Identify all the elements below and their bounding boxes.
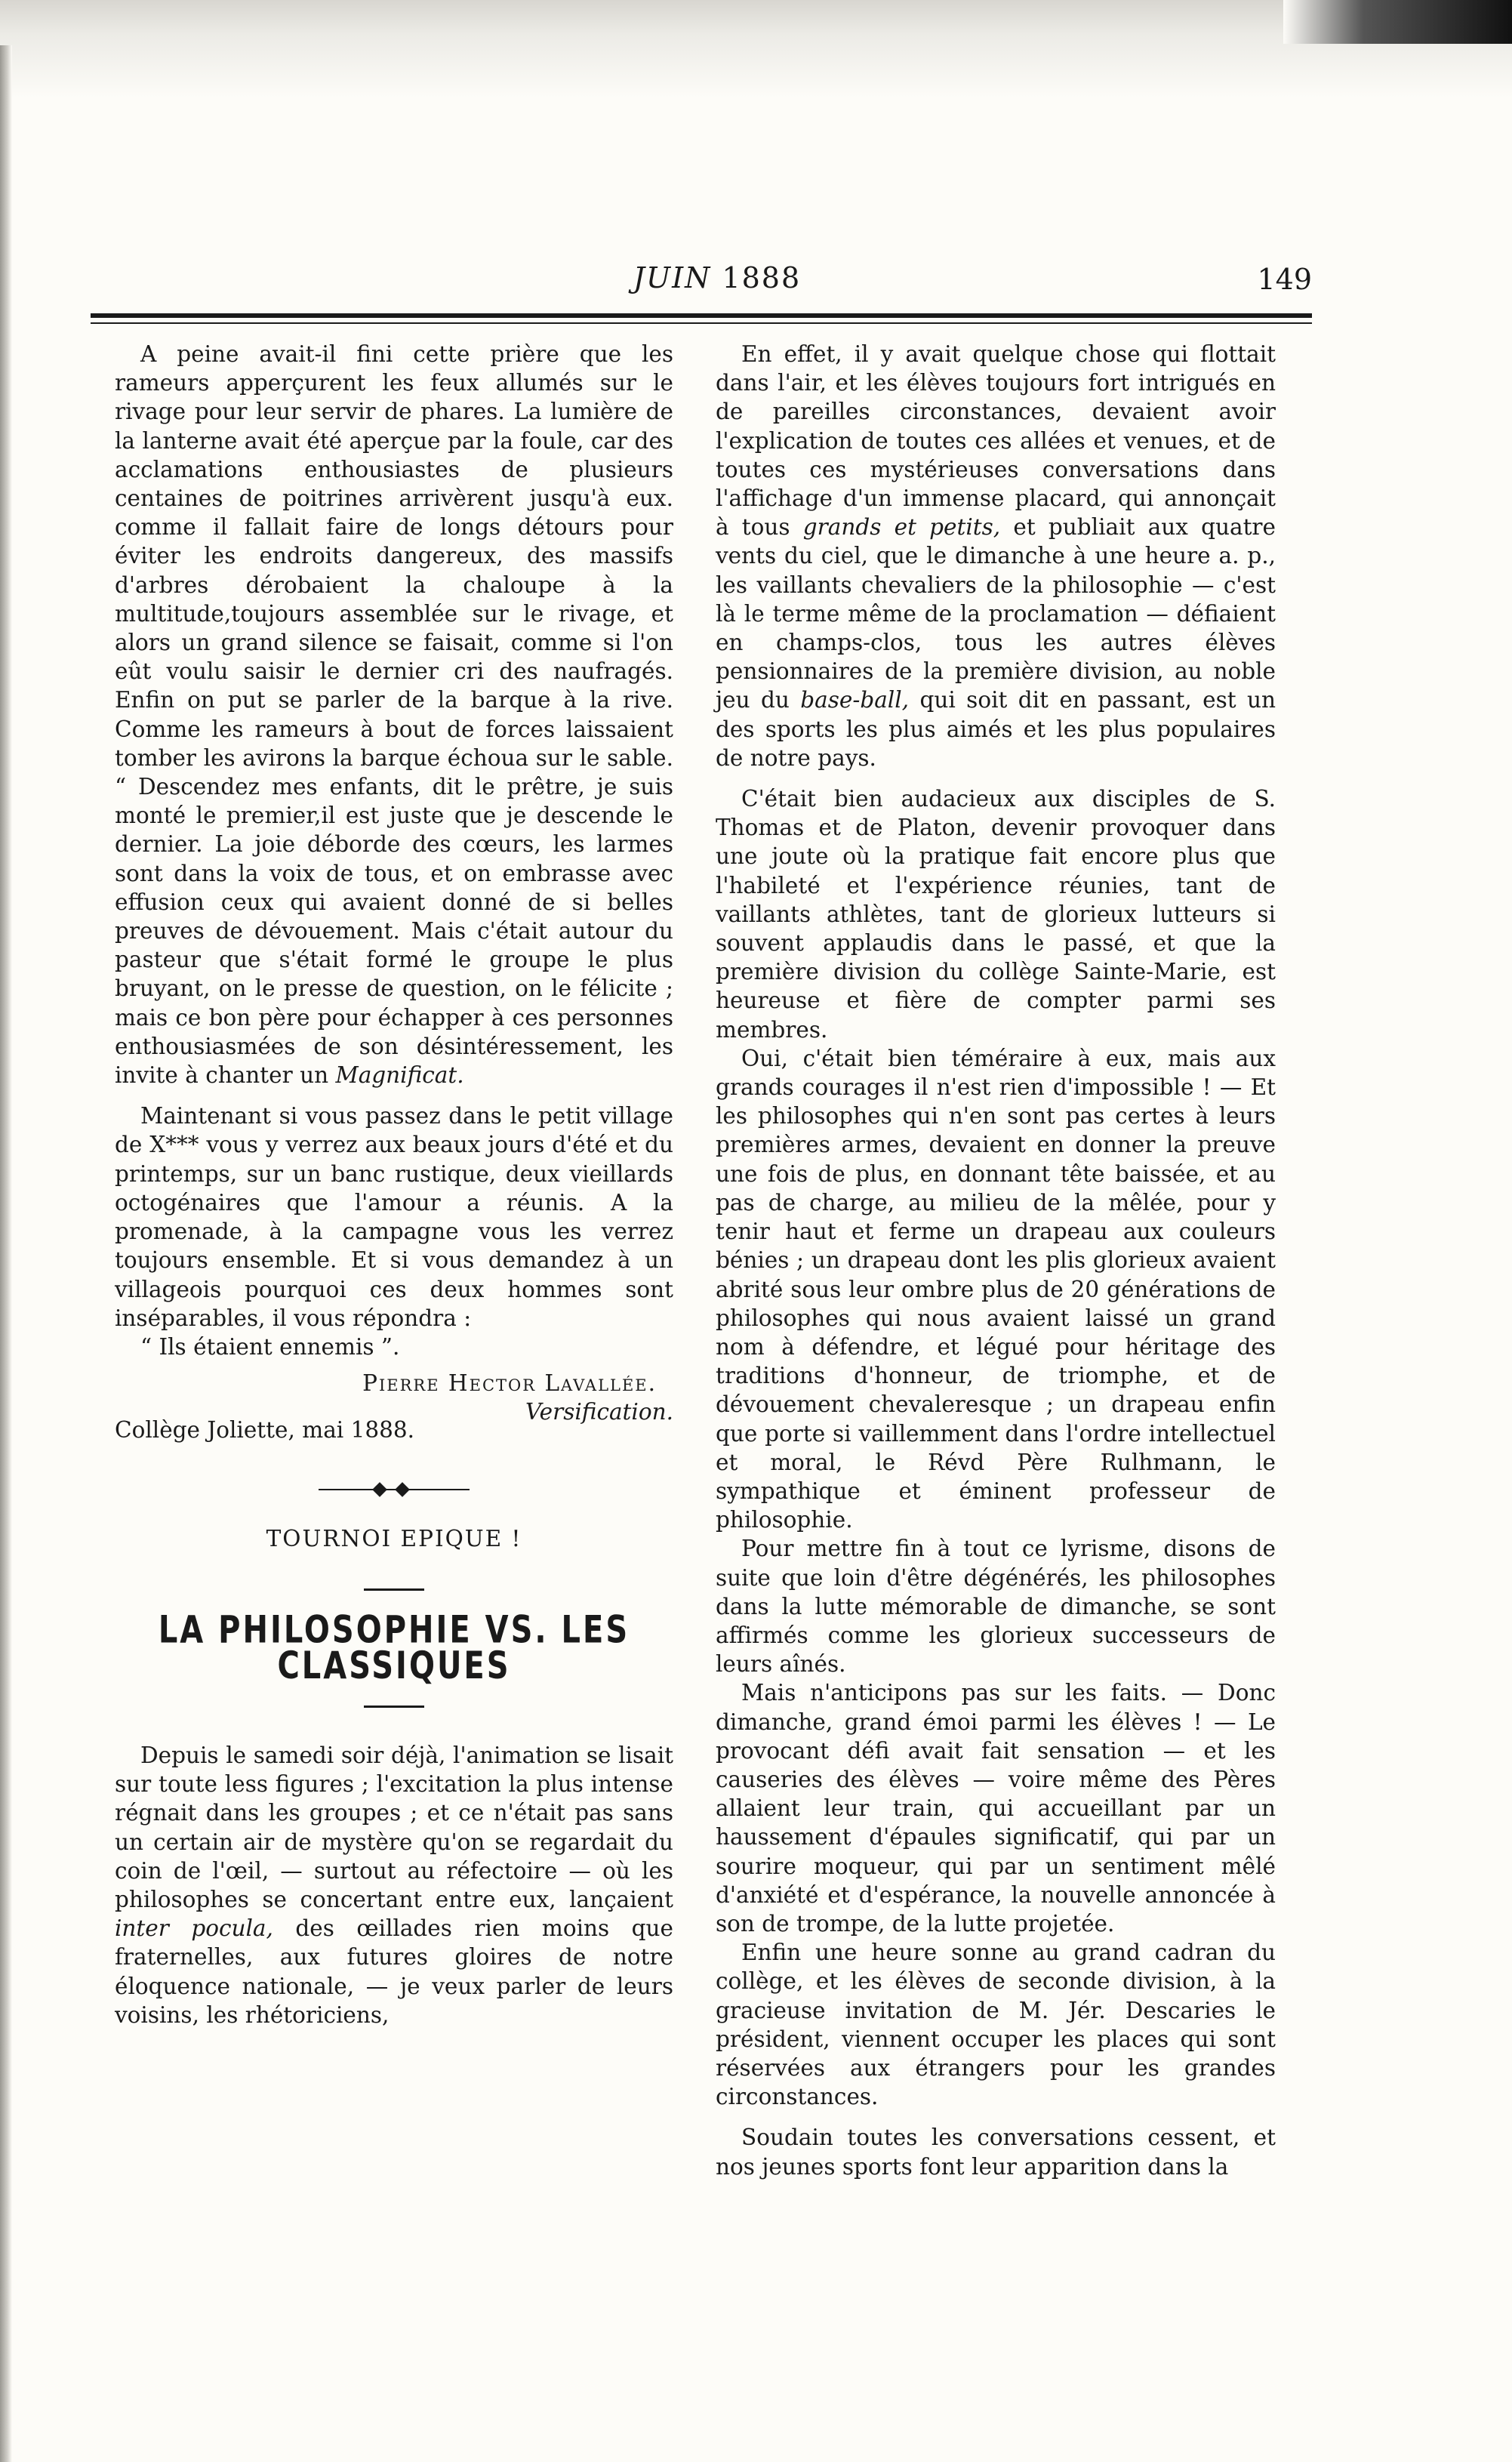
paragraph: Pour mettre fin à tout ce lyrisme, disons de suite que loin d'être dégénérés, les philosophes dans la lutte mémorable de dimanche, se sont affirmés comme les glorieux successeurs de leurs aînés. xyxy=(716,1536,1276,1678)
base-ball-text: base-ball, xyxy=(800,687,910,713)
paragraph-text: A peine avait-il fini cette prière que les rameurs apperçurent les feux allumés sur le rivage pour leur servir de phares. La lumière de la lanterne avait été aperçue par la foule, car des acclamations enthousiastes de plusieurs centaines de poitrines arrivèrent jusqu'à eux. comme il fallait faire de longs détours pour éviter les endroits dangereux, des massifs d'arbres dérobaient la chaloupe à la multitude,toujours assemblée sur le rivage, et alors un grand silence se faisait, comme si l'on eût voulu saisir le dernier cri des naufragés. Enfin on put se parler de la barque à la rive. Comme les rameurs à bout de forces laissaient tomber les avirons la barque échoua sur le sable. “ Descendez mes enfants, dit le prêtre, je suis monté le premier,il est juste que je descende le dernier. La joie déborde des cœurs, les larmes sont dans la voix de tous, et on embrasse avec effusion ceux qui avaient donné de si belles preuves de dévouement. Mais c'était autour du pasteur que s'était formé le groupe le plus bruyant, on le presse de question, on le félicite ; mais ce bon père pour échapper à ces personnes enthousiasmées de son désintéressement, les invite à chanter un xyxy=(115,341,673,1089)
author-role: Versification. xyxy=(525,1399,673,1425)
paragraph xyxy=(716,340,1276,772)
magnificat-text: Magnificat. xyxy=(335,1062,464,1089)
paragraph: Soudain toutes les conversations cessent, et nos jeunes sports font leur apparition dans la xyxy=(716,2125,1276,2180)
paragraph xyxy=(115,340,673,1089)
page-number: 149 xyxy=(1257,263,1312,296)
scan-edge-mark xyxy=(1283,0,1512,44)
paragraph-text: et publiait aux quatre vents du ciel, que le dimanche à une heure a. p., les vaillants chevaliers de la philosophie — c'est là le terme même de la proclamation — défiaient en champs-clos, tous les autres élèves pensionnaires de la première division, au noble jeu du xyxy=(716,514,1276,713)
headline-rule xyxy=(364,1706,424,1708)
section-ornament xyxy=(319,1482,470,1497)
page-left-edge xyxy=(0,45,12,2462)
paragraph-text: qui soit dit en passant, est un des sports les plus aimés et les plus populaires de notre pays. xyxy=(716,687,1276,771)
signature-details xyxy=(115,1397,673,1450)
header-rule-thick xyxy=(91,313,1312,318)
right-column xyxy=(716,340,1276,2181)
header-rule-thin xyxy=(91,322,1312,324)
ornament-diamond xyxy=(372,1482,387,1497)
running-title xyxy=(574,261,861,294)
paragraph: Mais n'anticipons pas sur les faits. — Donc dimanche, grand émoi parmi les élèves ! — Le provocant défi avait fait sensation — et les causeries des élèves — voire même des Pères allaient leur train, qui accueillant par un haussement d'épaules significatif, qui par un sourire moqueur, qui par un sentiment mêlé d'anxiété et d'espérance, la nouvelle annoncée à son de trompe, de la lutte projetée. xyxy=(716,1680,1276,1937)
running-title-year: 1888 xyxy=(722,261,802,294)
place-date: Collège Joliette, mai 1888. xyxy=(115,1417,415,1444)
paragraph: Maintenant si vous passez dans le petit village de X*** vous y verrez aux beaux jours d'été et du printemps, sur un banc rustique, deux vieillards octogénaires que l'amour a réunis. A la promenade, à la campagne vous les verrez toujours ensemble. Et si vous demandez à un villageois pourquoi ces deux hommes sont inséparables, il vous répondra : xyxy=(115,1103,673,1331)
page-header xyxy=(91,257,1312,302)
inter-pocula-text: inter pocula, xyxy=(115,1915,273,1942)
paragraph xyxy=(115,1741,673,2029)
ornament-diamond xyxy=(395,1482,410,1497)
paragraph: Enfin une heure sonne au grand cadran du collège, et les élèves de seconde division, à la gracieuse invitation de M. Jér. Descaries le président, viennent occuper les places qui sont réservées aux étrangers pour les grandes circonstances. xyxy=(716,1940,1276,2110)
paragraph: C'était bien audacieux aux disciples de S. Thomas et de Platon, devenir provoquer dans une joute où la pratique fait encore plus que l'habileté et l'expérience réunies, tant de vaillants athlètes, tant de glorieux lutteurs si souvent applaudis dans le passé, et que la première division du collège Sainte-Marie, est heureuse et fière de compter parmi ses membres. xyxy=(716,786,1276,1043)
paragraph-text: des œillades rien moins que fraternelles, aux futures gloires de notre éloquence nationale, — je veux parler de leurs voisins, les rhétoriciens, xyxy=(115,1915,673,2028)
article-subhead: TOURNOI EPIQUE ! xyxy=(266,1526,522,1552)
paragraph-text: Depuis le samedi soir déjà, l'animation se lisait sur toute less figures ; l'excitation la plus intense régnait dans les groupes ; et ce n'était pas sans un certain air de mystère qu'on se regardait du coin de l'œil, — surtout au réfectoire — où les philosophes se concertant entre eux, lançaient xyxy=(115,1742,673,1912)
author-signature: Pierre Hector Lavallée. xyxy=(362,1370,657,1397)
grands-et-petits-text: grands et petits, xyxy=(802,514,1001,541)
left-column xyxy=(115,340,673,2029)
paragraph-text: En effet, il y avait quelque chose qui flottait dans l'air, et les élèves toujours fort intrigués en de pareilles circonstances, devaient avoir l'explication de toutes ces allées et venues, et de toutes ces mystérieuses conversations dans l'affichage d'un immense placard, qui annonçait à tous xyxy=(716,341,1276,541)
paragraph: Oui, c'était bien téméraire à eux, mais aux grands courages il n'est rien d'impossible ! — Et les philosophes qui n'en sont pas certes à leurs premières armes, devaient en donner la preuve une fois de plus, en donnant tête baissée, et au pas de charge, au milieu de la mêlée, pour y tenir haut et ferme un drapeau aux couleurs bénies ; un drapeau dont les plis glorieux avaient abrité sous leur ombre plus de 20 générations de philosophes qui nous avaient laissé un grand nom à défendre, et légué pour héritage des traditions d'honneur, de triomphe, et de dévouement chevaleresque ; un drapeau enfin que porte si vaillemment dans l'ordre intellectuel et moral, le Révd Père Rulhmann, le sympathique et éminent professeur de philosophie. xyxy=(716,1045,1276,1533)
running-title-month: JUIN xyxy=(633,261,712,294)
headline-rule xyxy=(364,1588,424,1591)
article-headline: LA PHILOSOPHIE VS. LES CLASSIQUES xyxy=(158,1607,630,1688)
paragraph: “ Ils étaient ennemis ”. xyxy=(140,1333,400,1360)
